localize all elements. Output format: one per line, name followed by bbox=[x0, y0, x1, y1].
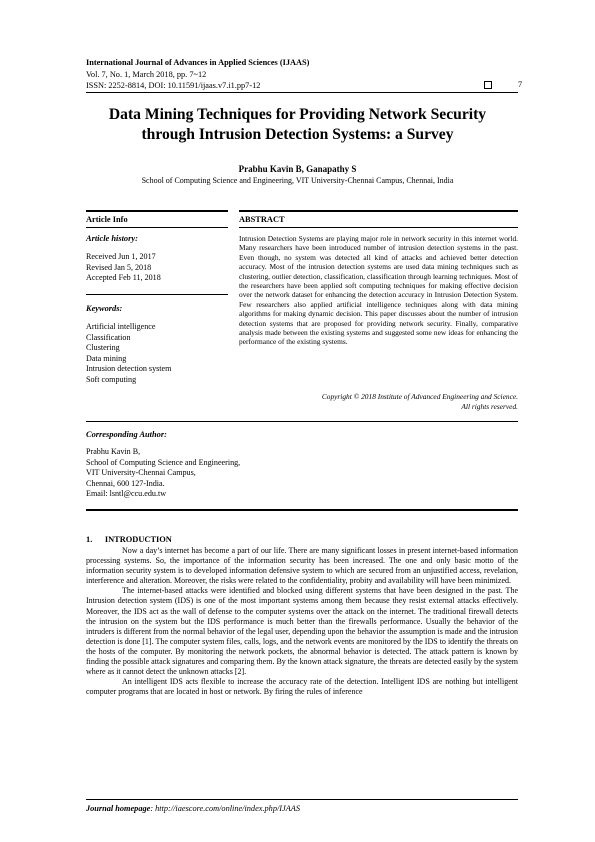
title-line-1: Data Mining Techniques for Providing Network Security bbox=[108, 106, 487, 123]
history-divider bbox=[86, 294, 228, 295]
history-accepted: Accepted Feb 11, 2018 bbox=[86, 273, 161, 283]
article-info-top-rule bbox=[86, 210, 228, 212]
article-history-label: Article history: bbox=[86, 234, 138, 243]
square-bullet-icon bbox=[484, 81, 492, 89]
article-info-rule bbox=[86, 227, 228, 228]
article-info-heading: Article Info bbox=[86, 215, 128, 224]
page-number: 7 bbox=[518, 80, 523, 89]
abstract-rule bbox=[239, 227, 518, 228]
corresponding-bottom-rule bbox=[86, 509, 518, 511]
corresponding-author-label: Corresponding Author: bbox=[86, 430, 167, 439]
journal-homepage: Journal homepage: http://iaescore.com/online/index.php/IJAAS bbox=[86, 804, 300, 813]
journal-name: International Journal of Advances in Applied Sciences (IJAAS) bbox=[86, 58, 310, 67]
abstract-text: Intrusion Detection Systems are playing major role in network security in this internet world. Many researchers have been introduced number of intrusion detection systems in the past. Even though, no system was detected all kind of attacks and achieved better detection accuracy. Most of the intrusion detection systems are used data mining techniques such as clustering, outlier detection, classification, classification through learning techniques. Most of the researchers have been applied soft computing techniques for making effective decision over the network dataset for enhancing the detection accuracy in Intrusion Detection System. Few researchers also applied artificial intelligence techniques along with data mining algorithms for making dynamic decision. This paper discusses about the number of intrusion detection systems that are proposed for providing network security. Finally, comparative analysis made between the existing systems and suggested some new ideas for enhancing the performance of the existing systems. bbox=[239, 234, 518, 347]
affiliation: School of Computing Science and Engineering, VIT University-Chennai Campus, Chennai, India bbox=[141, 176, 454, 185]
abstract-heading: ABSTRACT bbox=[239, 215, 285, 224]
keyword-item: Soft computing bbox=[86, 374, 137, 384]
abstract-top-rule bbox=[239, 210, 518, 212]
title-line-2: through Intrusion Detection Systems: a Survey bbox=[141, 126, 454, 143]
journal-homepage-link[interactable]: : http://iaescore.com/online/index.php/IJAAS bbox=[150, 804, 300, 813]
volume-info: Vol. 7, No. 1, March 2018, pp. 7~12 bbox=[86, 70, 207, 79]
author-campus: VIT University-Chennai Campus, bbox=[86, 468, 196, 478]
author-name: Prabhu Kavin B, bbox=[86, 447, 141, 456]
author-school: School of Computing Science and Engineering, bbox=[86, 457, 241, 467]
introduction-body bbox=[86, 546, 518, 697]
author-city: Chennai, 600 127-India. bbox=[86, 478, 165, 488]
keyword-item: Classification bbox=[86, 332, 131, 342]
keyword-item: Intrusion detection system bbox=[86, 364, 172, 374]
section-heading-introduction: 1. INTRODUCTION bbox=[86, 535, 172, 544]
keyword-item: Artificial intelligence bbox=[86, 322, 156, 331]
footer-rule bbox=[86, 799, 518, 800]
keywords-label: Keywords: bbox=[86, 304, 123, 313]
header-rule bbox=[86, 92, 518, 93]
authors: Prabhu Kavin B, Ganapathy S bbox=[238, 164, 357, 174]
keywords-list bbox=[86, 322, 171, 386]
article-history-list bbox=[86, 252, 161, 284]
history-revised: Revised Jan 5, 2018 bbox=[86, 262, 152, 272]
history-received: Received Jun 1, 2017 bbox=[86, 252, 156, 261]
copyright-line-1: Copyright © 2018 Institute of Advanced Engineering and Science. bbox=[321, 392, 518, 401]
abstract-bottom-rule bbox=[86, 421, 518, 422]
keyword-item: Data mining bbox=[86, 353, 127, 363]
paragraph: The internet-based attacks were identified and blocked using different systems that have been designed in the past. The Intrusion detection system (IDS) is one of the most important systems among them because they resist external attacks effectively. Moreover, the IDS act as the wall of defense to the computer systems over the attack on the internet. The traditional firewall detects the intrusion on the system but the IDS performance is much better than the firewalls performance. Usually the behavior of the intruders is different from the normal behavior of the legal user, depending upon the behavior the assumption is made and the intrusion detection is done [1]. The computer system files, calls, logs, and the network events are monitored by the IDS to identify the threats on the hosts of the computer. By monitoring the network pockets, the abnormal behavior is detected. The attack pattern is known by finding the possible attack signatures and comparing them. By the known attack signature, the threats are detected easily by the system where as it cannot detect the unknown attacks [2]. bbox=[86, 586, 518, 677]
issn-doi: ISSN: 2252-8814, DOI: 10.11591/ijaas.v7.i1.pp7-12 bbox=[86, 81, 261, 90]
copyright bbox=[239, 392, 518, 411]
paragraph: Now a day’s internet has become a part of our life. There are many significant losses in present internet-based information processing systems. So, the importance of the information security has been increased. The one and only basic motto of the information security system is to developed information defensive system to which are secured from an unjustified access, revelation, interference and alteration. Moreover, the risks were related to the confidentiality, probity and availability will have been minimized. bbox=[86, 546, 518, 586]
copyright-line-2: All rights reserved. bbox=[461, 401, 518, 411]
corresponding-author-block bbox=[86, 447, 240, 500]
keyword-item: Clustering bbox=[86, 343, 120, 353]
author-email: Email: lsntl@ccu.edu.tw bbox=[86, 489, 167, 499]
paper-title bbox=[60, 105, 535, 145]
paragraph: An intelligent IDS acts flexible to increase the accuracy rate of the detection. Intelligent IDS are nothing but intelligent computer programs that are located in host or network. By firing the rules of inference bbox=[86, 677, 518, 697]
